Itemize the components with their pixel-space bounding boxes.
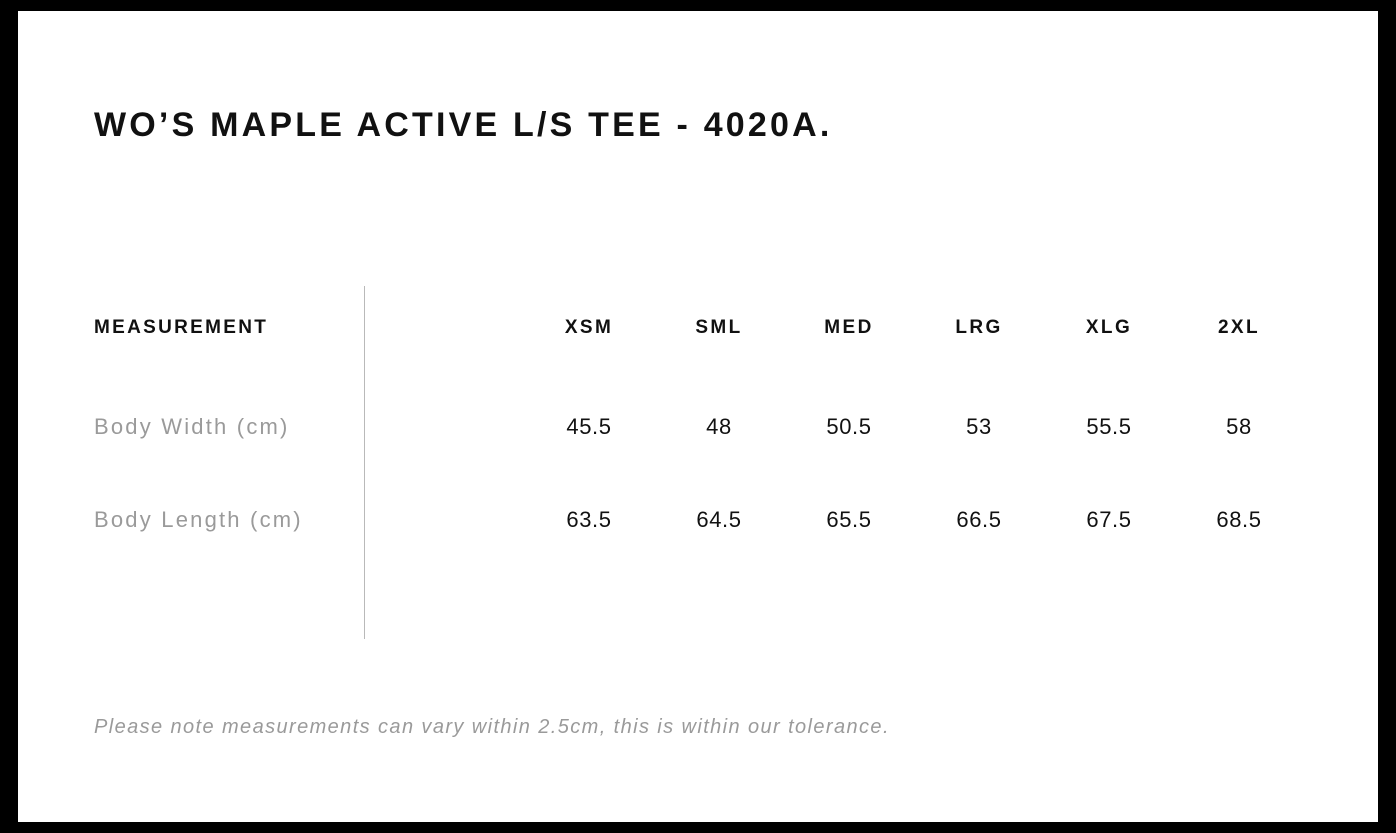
cell-body-width-med: 50.5 <box>826 413 872 439</box>
column-header-sml: SML <box>695 317 743 338</box>
cell-body-length-xlg: 67.5 <box>1086 506 1132 532</box>
cell-body-length-sml: 64.5 <box>696 506 742 532</box>
column-header-xlg: XLG <box>1085 317 1133 338</box>
cell-body-length-xsm: 63.5 <box>566 506 612 532</box>
column-header-measurement: MEASUREMENT <box>94 317 269 338</box>
page-title: WO’S MAPLE ACTIVE L/S TEE - 4020A. <box>94 106 833 144</box>
table-header-row <box>94 276 1304 380</box>
table-row <box>94 473 1304 566</box>
column-header-xsm: XSM <box>564 317 614 338</box>
cell-body-length-2xl: 68.5 <box>1216 506 1262 532</box>
cell-body-length-med: 65.5 <box>826 506 872 532</box>
size-table <box>94 276 1304 566</box>
cell-body-width-2xl: 58 <box>1226 413 1252 439</box>
row-label-body-width: Body Width (cm) <box>94 413 290 439</box>
size-chart-page <box>18 11 1378 822</box>
tolerance-note: Please note measurements can vary within 2.5cm, this is within our tolerance. <box>94 716 890 738</box>
row-label-body-length: Body Length (cm) <box>94 506 303 532</box>
table-row <box>94 380 1304 473</box>
column-header-lrg: LRG <box>955 317 1003 338</box>
cell-body-width-xsm: 45.5 <box>566 413 612 439</box>
size-table-container <box>94 276 1304 566</box>
column-header-2xl: 2XL <box>1217 317 1261 338</box>
cell-body-width-lrg: 53 <box>966 413 992 439</box>
cell-body-length-lrg: 66.5 <box>956 506 1002 532</box>
column-header-med: MED <box>824 317 874 338</box>
cell-body-width-xlg: 55.5 <box>1086 413 1132 439</box>
cell-body-width-sml: 48 <box>706 413 732 439</box>
